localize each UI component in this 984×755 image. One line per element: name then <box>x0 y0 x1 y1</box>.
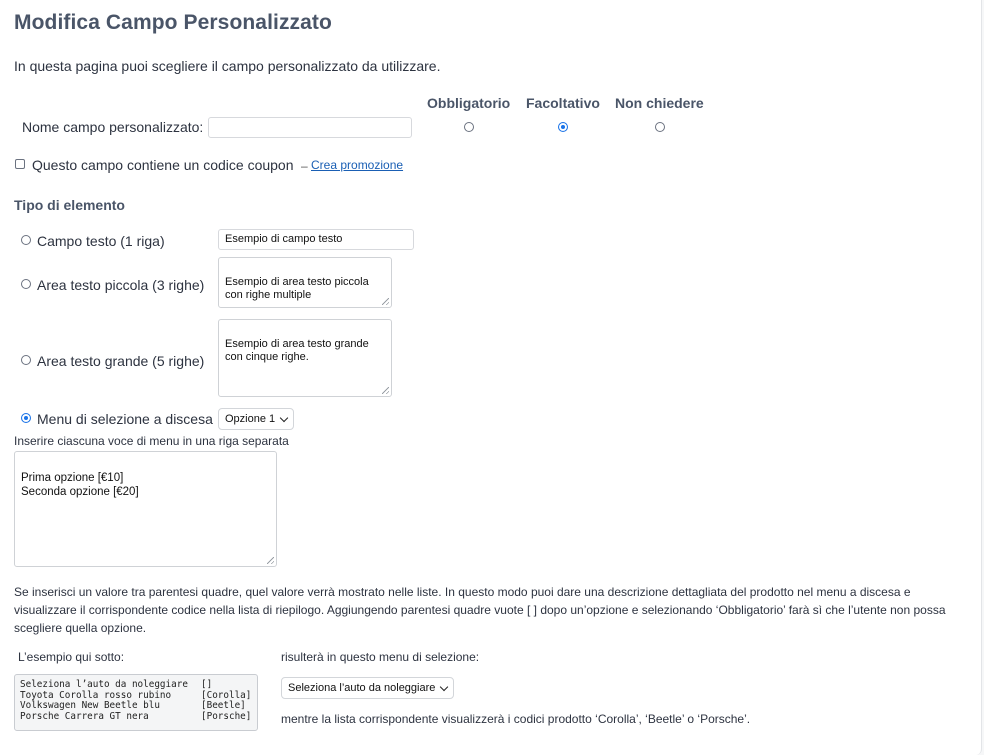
coupon-checkbox[interactable] <box>15 159 25 169</box>
dont-ask-radio[interactable] <box>655 122 665 132</box>
column-required: Obbligatorio <box>427 95 511 111</box>
large-area-example-text: Esempio di area testo grande con cinque righe. <box>225 338 369 363</box>
dropdown-example-select[interactable] <box>218 408 294 430</box>
code-row-code: [Corolla] <box>201 689 252 701</box>
example-code-box <box>14 674 258 731</box>
column-dont-ask: Non chiedere <box>615 95 704 111</box>
required-radio[interactable] <box>464 122 474 132</box>
large-area-radio[interactable] <box>21 355 31 365</box>
code-row-code: [Beetle] <box>201 700 246 711</box>
page-intro: In questa pagina puoi scegliere il campo personalizzato da utilizzare. <box>14 58 441 74</box>
column-optional: Facoltativo <box>526 95 600 111</box>
small-area-example[interactable] <box>218 257 392 308</box>
resize-grip-icon[interactable] <box>267 557 274 564</box>
large-area-example[interactable] <box>218 319 392 397</box>
example-car-select-value: Seleziona l’auto da noleggiare <box>288 682 436 694</box>
small-area-label: Area testo piccola (3 righe) <box>37 277 205 293</box>
text-field-label: Campo testo (1 riga) <box>37 233 165 249</box>
code-row-code: [] <box>201 679 213 690</box>
example-result-text: mentre la lista corrispondente visualizzerà i codici prodotto ‘Corolla’, ‘Beetle’ o ‘Porsche’. <box>281 712 751 726</box>
coupon-label: Questo campo contiene un codice coupon <box>32 157 294 173</box>
code-row-name: Toyota Corolla rosso rubino <box>20 689 172 701</box>
resize-grip-icon[interactable] <box>382 387 389 394</box>
code-row-name: Seleziona l’auto da noleggiare <box>20 679 188 690</box>
chevron-down-icon <box>280 413 288 421</box>
large-area-label: Area testo grande (5 righe) <box>37 353 205 369</box>
dropdown-example-value: Opzione 1 <box>225 413 276 425</box>
page-title: Modifica Campo Personalizzato <box>14 11 332 34</box>
resize-grip-icon[interactable] <box>382 298 389 305</box>
code-row-name: Volkswagen New Beetle blu <box>20 700 160 711</box>
field-name-input[interactable] <box>208 117 412 138</box>
example-car-select[interactable] <box>281 677 454 699</box>
coupon-separator: – <box>301 159 308 173</box>
menu-entries-text: Prima opzione [€10] Seconda opzione [€20] <box>21 472 139 498</box>
menu-entries-textarea[interactable] <box>14 451 277 567</box>
code-row <box>20 680 252 691</box>
create-promotion-link[interactable]: Crea promozione <box>311 158 404 172</box>
example-left-label: L’esempio qui sotto: <box>18 650 125 664</box>
chevron-down-icon <box>440 682 448 690</box>
code-row <box>20 701 252 712</box>
code-row <box>20 712 252 723</box>
example-right-label: risulterà in questo menu di selezione: <box>281 650 480 664</box>
text-field-radio[interactable] <box>21 235 31 245</box>
small-area-example-text: Esempio di area testo piccola con righe multiple <box>225 276 369 301</box>
dropdown-radio[interactable] <box>21 413 31 423</box>
code-row-name: Porsche Carrera GT nera <box>20 710 149 722</box>
optional-radio[interactable] <box>558 122 568 132</box>
small-area-radio[interactable] <box>21 279 31 289</box>
dropdown-label: Menu di selezione a discesa <box>37 411 213 427</box>
menu-entries-hint: Inserire ciascuna voce di menu in una riga separata <box>14 434 289 448</box>
explanation-text: Se inserisci un valore tra parentesi quadre, quel valore verrà mostrato nelle liste. In questo modo puoi dare una descrizione dettagliata del prodotto nel menu a discesa e visualizzare il corrispondente codice nella lista di riepilogo. Aggiungendo parentesi quadre vuote [ ] dopo un’opzione e selezionando ‘Obbligatorio’ farà sì che l’utente non possa scegliere quella opzione. <box>14 585 946 635</box>
element-type-heading: Tipo di elemento <box>14 197 125 213</box>
text-field-example[interactable]: Esempio di campo testo <box>218 229 414 250</box>
field-name-label: Nome campo personalizzato: <box>22 119 204 135</box>
code-row-code: [Porsche] <box>201 710 252 722</box>
